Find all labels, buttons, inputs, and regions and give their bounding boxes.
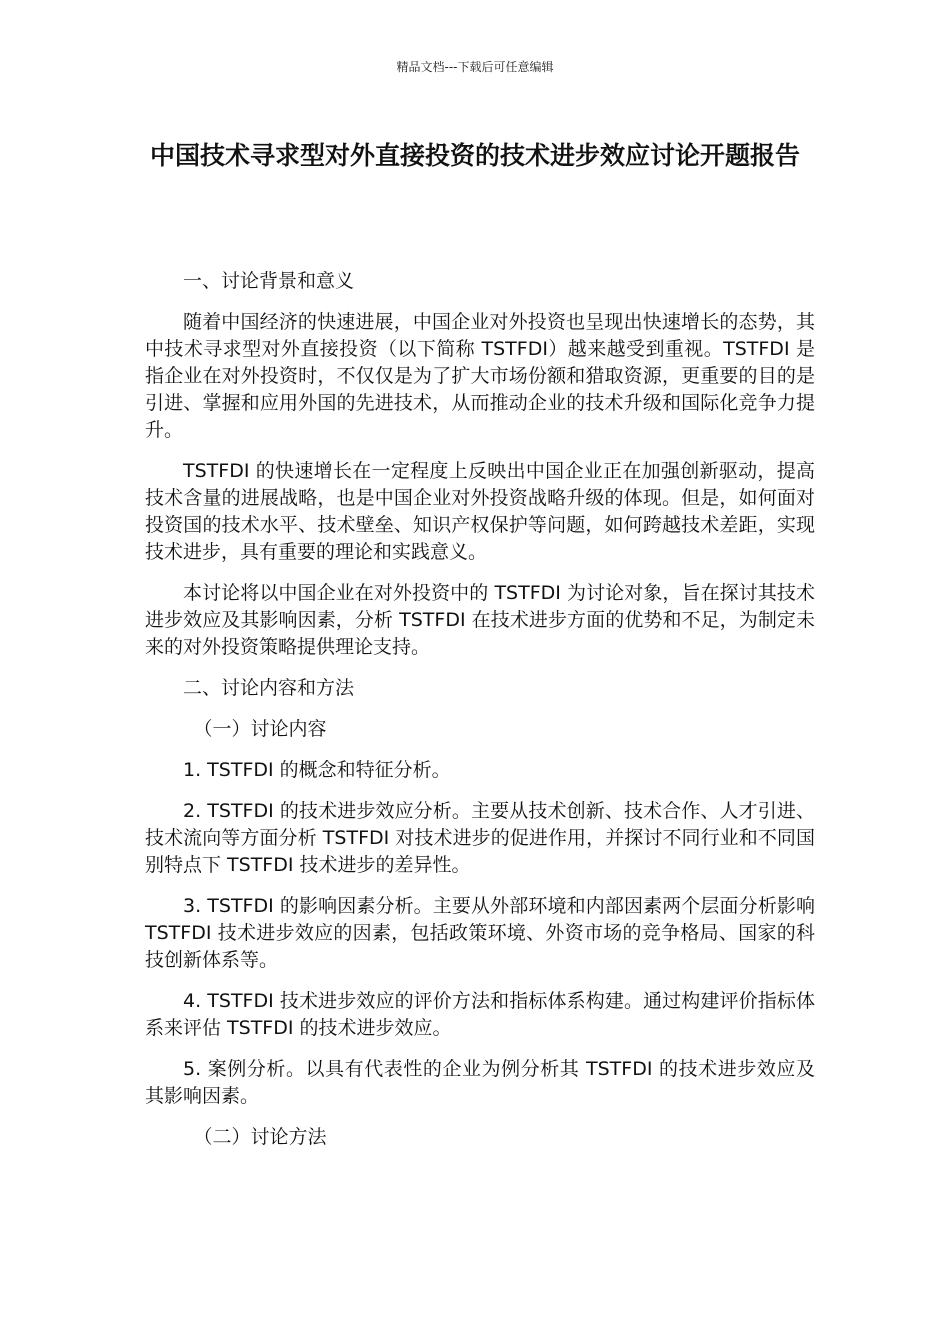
subsection-heading-content: （一）讨论内容 [193, 718, 327, 740]
section-heading-content-method: 二、讨论内容和方法 [183, 677, 355, 699]
paragraph-background-1: 随着中国经济的快速进展，中国企业对外投资也呈现出快速增长的态势，其中技术寻求型对外直接投资（以下简称 TSTFDI）越来越受到重视。TSTFDI 是指企业在对外投资时，不仅仅是为了扩大市场份额和猎取资源，更重要的目的是引进、掌握和应用外国的先进技术，从而推动企业的技术升级和国际化竞争力提升。 [145, 311, 815, 441]
list-item-5: 5. 案例分析。以具有代表性的企业为例分析其 TSTFDI 的技术进步效应及其影响因素。 [145, 1058, 815, 1107]
document-body [145, 268, 815, 1165]
page-header-note: 精品文档---下载后可任意编辑 [396, 60, 554, 74]
paragraph-background-3: 本讨论将以中国企业在对外投资中的 TSTFDI 为讨论对象，旨在探讨其技术进步效应及其影响因素，分析 TSTFDI 在技术进步方面的优势和不足，为制定未来的对外投资策略提供理论支持。 [145, 582, 815, 658]
document-title: 中国技术寻求型对外直接投资的技术进步效应讨论开题报告 [149, 141, 800, 170]
list-item-2: 2. TSTFDI 的技术进步效应分析。主要从技术创新、技术合作、人才引进、技术流向等方面分析 TSTFDI 对技术进步的促进作用，并探讨不同行业和不同国别特点下 TSTFDI 技术进步的差异性。 [145, 800, 815, 876]
list-item-4: 4. TSTFDI 技术进步效应的评价方法和指标体系构建。通过构建评价指标体系来评估 TSTFDI 的技术进步效应。 [145, 990, 815, 1039]
subsection-heading-method: （二）讨论方法 [193, 1126, 327, 1148]
section-heading-background: 一、讨论背景和意义 [183, 270, 355, 292]
paragraph-background-2: TSTFDI 的快速增长在一定程度上反映出中国企业正在加强创新驱动，提高技术含量的进展战略，也是中国企业对外投资战略升级的体现。但是，如何面对投资国的技术水平、技术壁垒、知识产权保护等问题，如何跨越技术差距，实现技术进步，具有重要的理论和实践意义。 [145, 460, 815, 563]
list-item-1: 1. TSTFDI 的概念和特征分析。 [183, 759, 451, 781]
list-item-3: 3. TSTFDI 的影响因素分析。主要从外部环境和内部因素两个层面分析影响 TSTFDI 技术进步效应的因素，包括政策环境、外资市场的竞争格局、国家的科技创新体系等。 [145, 895, 815, 971]
